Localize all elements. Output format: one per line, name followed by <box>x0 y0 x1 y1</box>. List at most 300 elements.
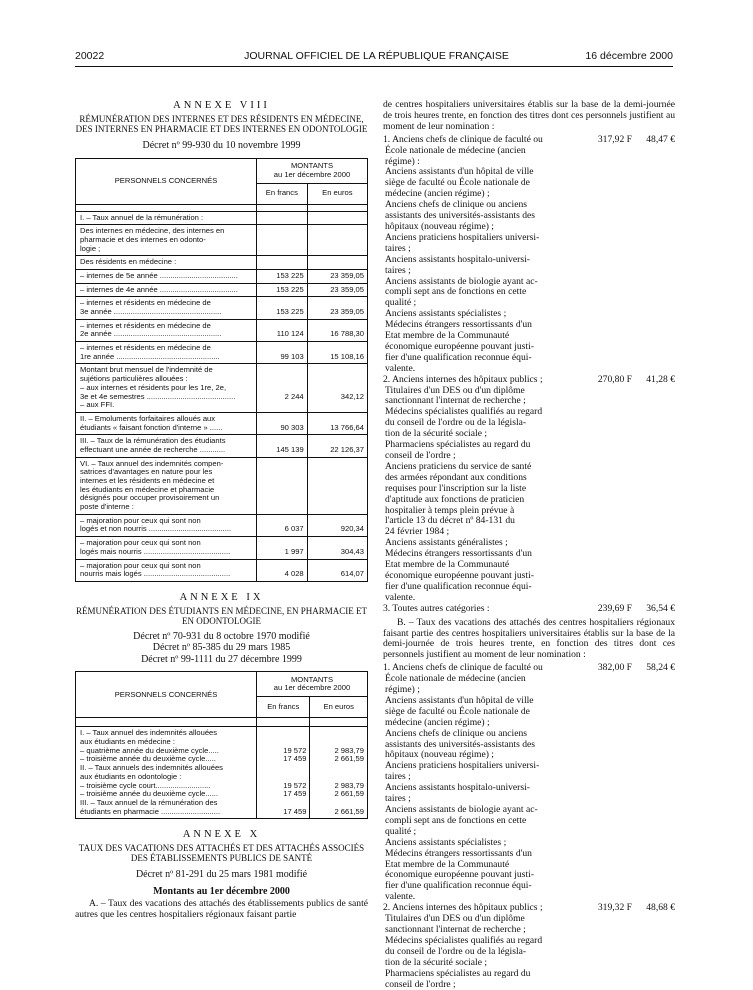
euros-value: 614,07 <box>340 570 364 579</box>
row-label-line: II. – Taux annuels des indemnités allouées <box>80 764 223 773</box>
item-line: Médecins étrangers ressortissants d'un <box>385 319 532 331</box>
francs-spacer <box>259 562 304 571</box>
item-line: Anciens assistants hospitalo-universi- <box>385 253 530 265</box>
item-line: Anciens praticiens du service de santé <box>385 460 532 472</box>
price-euros: 41,28 € <box>646 373 675 385</box>
euros-value <box>310 258 364 267</box>
euros-spacer <box>310 322 364 331</box>
row-label-line: logés et non nourris ....................................... <box>80 525 232 534</box>
annexe-10-para-a: A. – Taux des vacations des attachés des établissements publics de santé autres que les centres hospitaliers régionaux faisant partie <box>75 898 368 921</box>
left-column <box>75 100 368 921</box>
euros-spacer <box>310 384 364 393</box>
euros-spacer <box>310 366 364 375</box>
row-label-line: – internes de 5e année ..................................... <box>80 271 238 280</box>
francs-spacer <box>259 539 304 548</box>
euros-value <box>312 738 364 747</box>
montants-date: au 1er décembre 2000 <box>273 683 351 693</box>
right-para-b: B. – Taux des vacations des attachés des centres hospitaliers régionaux faisant partie des centres hospitaliers universitaires établis sur la base de la demi-journée de trois heures trente, en fonction des titres dont ces personnels justifient au moment de leur nomination : <box>383 616 675 661</box>
item-line: économique européenne pouvant justi- <box>385 569 534 581</box>
francs-value <box>259 764 306 773</box>
value-euros <box>307 514 367 536</box>
annexe-9-table <box>75 671 368 819</box>
table-row <box>76 297 368 319</box>
item-line: économique européenne pouvant justi- <box>385 869 534 881</box>
euros-value <box>310 214 364 223</box>
row-label <box>76 256 257 270</box>
item-line: Anciens assistants spécialistes ; <box>385 308 507 320</box>
item-line: conseil de l'ordre ; <box>385 450 456 461</box>
row-label-line: Des résidents en médecine : <box>80 258 177 267</box>
item-line: assistants des universités-assistants des <box>385 210 536 222</box>
row-label <box>76 727 257 819</box>
table-row <box>76 727 368 819</box>
item-line: Titulaires d'un DES ou d'un diplôme <box>385 913 525 925</box>
francs-value: 145 139 <box>276 445 304 454</box>
list-item <box>383 135 675 375</box>
euros-value: 2 661,59 <box>334 755 364 764</box>
col-personnel-header: PERSONNELS CONCERNÉS <box>76 672 257 718</box>
montants-label: MONTANTS <box>290 161 334 170</box>
euros-value: 920,34 <box>340 525 364 534</box>
row-label <box>76 319 257 341</box>
euros-spacer <box>310 468 364 477</box>
row-label-line: – troisième année du deuxième cycle..... <box>80 755 216 764</box>
value-euros <box>307 342 367 364</box>
francs-spacer <box>259 322 304 331</box>
annexe-10-amounts-heading: Montants au 1er décembre 2000 <box>153 885 290 897</box>
item-line: du conseil de l'ordre ou de la législa- <box>385 417 527 429</box>
table-row <box>76 364 368 412</box>
item-line: Etat membre de la Communauté <box>385 559 510 571</box>
row-label-line: – troisième année du deuxième cycle...... <box>80 790 219 799</box>
euros-spacer <box>310 299 364 308</box>
row-label-line: – internes de 4e année ..................................... <box>80 285 238 294</box>
francs-spacer <box>259 375 304 384</box>
francs-value <box>259 214 304 223</box>
euros-value: 2 661,59 <box>334 807 364 816</box>
item-line: Anciens assistants spécialistes ; <box>385 836 507 848</box>
row-label-line: – internes et résidents en médecine de <box>80 344 211 353</box>
row-label-line: étudiants en pharmacie ............................ <box>80 807 221 816</box>
section-b-list <box>383 663 675 990</box>
value-francs <box>257 319 308 341</box>
euros-spacer <box>310 401 364 410</box>
item-line: médecine (ancien régime) ; <box>385 716 490 728</box>
francs-spacer <box>259 299 304 308</box>
value-francs <box>257 364 308 412</box>
value-euros <box>307 364 367 412</box>
francs-value: 90 303 <box>280 423 304 432</box>
francs-spacer <box>259 468 304 477</box>
item-line: requises pour l'inscription sur la liste <box>385 482 527 494</box>
annexe-9-decree-1: Décret nº 70-931 du 8 octobre 1970 modifié <box>133 630 310 642</box>
table-row <box>76 256 368 270</box>
francs-value <box>259 773 306 782</box>
table-row <box>76 342 368 364</box>
item-line: 1. Anciens chefs de clinique de faculté ou <box>383 662 543 674</box>
value-euros <box>307 256 367 270</box>
col-montants-header <box>257 672 368 697</box>
row-label-line: – majoration pour ceux qui sont non <box>80 561 201 570</box>
price-francs: 382,00 F <box>597 662 632 674</box>
page-number: 20022 <box>75 50 105 62</box>
col-montants-header <box>257 158 368 183</box>
row-label-line: 3e année ................................................... <box>80 308 222 316</box>
euros-spacer <box>310 517 364 526</box>
annexe-9-decree-3: Décret nº 99-1111 du 27 décembre 1999 <box>141 653 302 665</box>
row-label-line: poste d'interne : <box>80 503 134 512</box>
francs-value: 153 225 <box>276 308 304 316</box>
table-row <box>76 283 368 297</box>
row-label <box>76 225 257 256</box>
item-text <box>383 375 571 604</box>
item-line: taires ; <box>385 242 411 254</box>
francs-spacer <box>259 227 304 236</box>
montants-label: MONTANTS <box>290 674 334 684</box>
item-line: hospitalier à temps plein prévue à <box>385 504 515 516</box>
table-row <box>76 514 368 536</box>
item-line: École nationale de médecine (ancien <box>385 144 526 156</box>
euros-spacer <box>310 486 364 495</box>
row-label-line: satrices d'avantages en nature pour les <box>80 468 213 477</box>
item-line: sanctionnant l'internat de recherche ; <box>385 395 526 407</box>
euros-spacer <box>310 344 364 353</box>
francs-value: 17 459 <box>283 755 307 764</box>
item-line: taires ; <box>385 264 411 276</box>
francs-value: 153 225 <box>276 285 304 294</box>
item-line: conseil de l'ordre ; <box>385 978 456 990</box>
row-label <box>76 211 257 225</box>
value-euros <box>307 269 367 283</box>
row-label <box>76 457 257 514</box>
value-euros <box>310 727 368 819</box>
francs-spacer <box>259 460 304 469</box>
francs-value <box>259 258 304 267</box>
item-line: sanctionnant l'internat de recherche ; <box>385 923 526 935</box>
item-line: qualité ; <box>385 825 417 837</box>
row-label <box>76 559 257 581</box>
value-euros <box>307 457 367 514</box>
item-line: d'aptitude aux fonctions de praticien <box>385 493 525 505</box>
value-euros <box>307 537 367 559</box>
item-line: régime) ; <box>385 684 420 696</box>
item-line: siège de faculté ou École nationale de <box>385 177 530 189</box>
item-line: siège de faculté ou École nationale de <box>385 705 530 717</box>
francs-spacer <box>259 415 304 424</box>
euros-value <box>312 729 364 738</box>
item-line: École nationale de médecine (ancien <box>385 673 526 685</box>
francs-spacer <box>259 477 304 486</box>
price-euros: 48,47 € <box>646 133 675 145</box>
value-euros <box>307 412 367 434</box>
francs-value: 4 028 <box>284 570 304 579</box>
euros-spacer <box>310 460 364 469</box>
euros-spacer <box>310 415 364 424</box>
row-label-line: sujétions particulières allouées : <box>80 375 188 384</box>
row-label-line: VI. – Taux annuel des indemnités compen- <box>80 459 224 468</box>
col-francs-header: En francs <box>257 183 308 204</box>
euros-value <box>312 764 364 773</box>
item-line: tion de la sécurité sociale ; <box>385 956 488 968</box>
value-francs <box>257 256 308 270</box>
item-text <box>383 903 571 990</box>
item-line: Anciens praticiens hospitaliers universi- <box>385 760 540 772</box>
item-line: Médecins étrangers ressortissants d'un <box>385 548 532 560</box>
section-a-list <box>383 135 675 615</box>
item-line: Anciens assistants hospitalo-universi- <box>385 782 530 794</box>
row-label-line: désignés pour occuper provisoirement un <box>80 494 220 503</box>
price-francs: 270,80 F <box>597 373 632 385</box>
euros-spacer <box>310 227 364 236</box>
row-label-line: III. – Taux annuel de la rémunération des <box>80 798 218 807</box>
list-item <box>383 903 675 990</box>
francs-spacer <box>259 401 304 410</box>
value-francs <box>257 559 308 581</box>
euros-value: 13 766,64 <box>330 423 364 432</box>
annexe-8-table <box>75 158 368 582</box>
value-francs <box>257 435 308 457</box>
row-label-line: I. – Taux annuel des indemnités allouées <box>80 729 218 738</box>
item-line: hôpitaux (nouveau régime) ; <box>385 749 494 761</box>
item-line: Pharmaciens spécialistes au regard du <box>385 439 531 451</box>
item-line: compli sept ans de fonctions en cette <box>385 286 527 298</box>
table-row <box>76 559 368 581</box>
francs-spacer <box>259 366 304 375</box>
value-euros <box>307 297 367 319</box>
item-line: compli sept ans de fonctions en cette <box>385 814 527 826</box>
item-line: économique européenne pouvant justi- <box>385 340 534 352</box>
euros-value: 15 108,16 <box>330 352 364 361</box>
francs-value <box>259 729 306 738</box>
francs-value: 153 225 <box>276 271 304 280</box>
value-euros <box>307 225 367 256</box>
francs-spacer <box>259 517 304 526</box>
annexe-10-title: ANNEXE X <box>182 829 261 841</box>
item-line: 2. Anciens internes des hôpitaux publics ; <box>383 902 543 914</box>
row-label-line: nourris mais logés ......................................... <box>80 570 231 579</box>
list-item <box>383 663 675 903</box>
row-label-line: pharmacie et des internes en odonto- <box>80 235 206 244</box>
annexe-10-decree: Décret nº 81-291 du 25 mars 1981 modifié <box>135 869 308 881</box>
francs-value <box>259 738 306 747</box>
item-line: valente. <box>385 891 416 903</box>
value-francs <box>257 211 308 225</box>
value-francs <box>257 225 308 256</box>
item-line: Médecins étrangers ressortissants d'un <box>385 847 532 859</box>
row-label-line: étudiants « faisant fonction d'interne » ...... <box>80 423 223 432</box>
journal-title: JOURNAL OFFICIEL DE LA RÉPUBLIQUE FRANÇAISE <box>244 50 509 62</box>
euros-spacer <box>310 494 364 503</box>
header-date: 16 décembre 2000 <box>585 50 673 62</box>
item-line: 2. Anciens internes des hôpitaux publics ; <box>383 373 543 385</box>
row-label-line: – aux internes et résidents pour les 1re, 2e, <box>80 383 227 392</box>
table-row <box>76 211 368 225</box>
annexe-8-decree: Décret nº 99-930 du 10 novembre 1999 <box>142 140 301 151</box>
value-euros <box>307 211 367 225</box>
francs-value <box>259 799 306 808</box>
item-line: Anciens praticiens hospitaliers universi- <box>385 231 540 243</box>
value-euros <box>307 559 367 581</box>
item-line: Médecins spécialistes qualifiés au regard <box>385 406 543 418</box>
value-euros <box>307 319 367 341</box>
row-label <box>76 342 257 364</box>
row-label-line: Montant brut mensuel de l'indemnité de <box>80 366 213 375</box>
francs-value: 6 037 <box>284 525 304 534</box>
item-line: fier d'une qualification reconnue équi- <box>385 580 532 592</box>
euros-value <box>310 503 364 512</box>
item-line: des armées répondant aux conditions <box>385 471 527 483</box>
francs-spacer <box>259 384 304 393</box>
row-label-line: effectuant une année de recherche ............ <box>80 445 226 454</box>
row-label-line: aux étudiants en odontologie : <box>80 772 182 781</box>
price-francs: 319,32 F <box>597 902 632 914</box>
annexe-8-title: ANNEXE VIII <box>173 100 270 111</box>
euros-value: 2 661,59 <box>334 790 364 799</box>
row-label <box>76 412 257 434</box>
euros-value: 2 983,79 <box>334 746 364 755</box>
col-personnel-header: PERSONNELS CONCERNÉS <box>76 158 257 204</box>
header-rule <box>75 66 673 67</box>
table-row <box>76 537 368 559</box>
euros-value: 304,43 <box>340 547 364 556</box>
price-euros: 58,24 € <box>646 662 675 674</box>
euros-value: 16 788,30 <box>330 330 364 339</box>
row-label-line: Des internes en médecine, des internes en <box>80 227 225 236</box>
right-column <box>383 100 675 990</box>
item-line: Anciens assistants de biologie ayant ac- <box>385 275 538 287</box>
price-francs: 239,69 F <box>597 602 632 614</box>
francs-value: 110 124 <box>276 330 304 339</box>
value-francs <box>257 342 308 364</box>
value-francs <box>257 283 308 297</box>
euros-spacer <box>310 437 364 446</box>
row-label <box>76 435 257 457</box>
value-euros <box>307 435 367 457</box>
table-row <box>76 319 368 341</box>
col-euros-header: En euros <box>307 183 367 204</box>
row-label-line: les étudiants en médecine et pharmacie <box>80 485 215 494</box>
row-label-line: logés mais nourris ......................................... <box>80 547 231 556</box>
item-line: du conseil de l'ordre ou de la législa- <box>385 945 527 957</box>
item-line: fier d'une qualification reconnue équi- <box>385 351 532 363</box>
francs-value: 2 244 <box>284 392 304 401</box>
row-label-line: I. – Taux annuel de la rémunération : <box>80 213 204 222</box>
euros-value <box>310 245 364 254</box>
item-line: taires ; <box>385 771 411 783</box>
row-label <box>76 269 257 283</box>
francs-spacer <box>259 344 304 353</box>
value-francs <box>257 537 308 559</box>
euros-value: 22 126,37 <box>330 445 364 454</box>
row-label <box>76 537 257 559</box>
row-label-line: – majoration pour ceux qui sont non <box>80 516 201 525</box>
row-label-line: internes et les résidents en médecine et <box>80 477 215 485</box>
francs-value: 1 997 <box>284 547 304 556</box>
annexe-9-decree-2: Décret nº 85-385 du 29 mars 1985 <box>152 642 291 654</box>
row-label <box>76 364 257 412</box>
item-line: Anciens assistants de biologie ayant ac- <box>385 804 538 815</box>
value-francs <box>257 727 310 819</box>
euros-value: 23 359,05 <box>330 308 364 316</box>
item-line: valente. <box>385 591 416 603</box>
row-label-line: III. – Taux de la rémunération des étudiants <box>80 437 226 446</box>
value-euros <box>307 283 367 297</box>
item-line: régime) : <box>385 155 420 167</box>
item-line: médecine (ancien régime) ; <box>385 188 490 200</box>
list-item <box>383 375 675 604</box>
euros-spacer <box>310 236 364 245</box>
row-label-line: 3e et 4e semestres .......................................... <box>80 392 236 401</box>
francs-spacer <box>259 437 304 446</box>
table-row <box>76 435 368 457</box>
row-label-line: – internes et résidents en médecine de <box>80 321 211 330</box>
francs-value <box>259 245 304 254</box>
row-label-line: 2e année ................................................... <box>80 330 222 339</box>
table-row <box>76 225 368 256</box>
row-label-line: – majoration pour ceux qui sont non <box>80 539 201 548</box>
item-line: 1. Anciens chefs de clinique de faculté ou <box>383 133 543 145</box>
row-label <box>76 297 257 319</box>
row-label-line: 1re année ................................................. <box>80 352 220 361</box>
euros-value: 23 359,05 <box>330 285 364 294</box>
value-francs <box>257 514 308 536</box>
francs-value: 17 459 <box>283 807 307 816</box>
item-text <box>383 604 571 615</box>
table-row <box>76 412 368 434</box>
row-label-line: II. – Emoluments forfaitaires alloués aux <box>80 414 216 423</box>
row-label-line: – quatrième année du deuxième cycle..... <box>80 746 219 755</box>
value-francs <box>257 297 308 319</box>
item-line: Pharmaciens spécialistes au regard du <box>385 967 531 979</box>
francs-value: 99 103 <box>280 352 304 361</box>
table-row <box>76 269 368 283</box>
price-euros: 48,68 € <box>646 902 675 914</box>
item-line: 24 février 1984 ; <box>385 526 450 538</box>
item-line: assistants des universités-assistants des <box>385 738 536 750</box>
francs-spacer <box>259 494 304 503</box>
item-line: hôpitaux (nouveau régime) ; <box>385 220 494 232</box>
annexe-9-title: ANNEXE IX <box>179 591 264 603</box>
item-line: fier d'une qualification reconnue équi- <box>385 880 532 892</box>
euros-value <box>312 799 364 808</box>
row-label-line: aux étudiants en médecine : <box>80 738 175 747</box>
montants-date: au 1er décembre 2000 <box>273 169 351 179</box>
francs-spacer <box>259 486 304 495</box>
item-line: Anciens assistants d'un hôpital de ville <box>385 166 534 178</box>
euros-spacer <box>310 477 364 486</box>
row-label-line: logie ; <box>80 244 101 253</box>
value-francs <box>257 412 308 434</box>
item-line: tion de la sécurité sociale ; <box>385 428 488 440</box>
euros-value: 2 983,79 <box>334 781 364 790</box>
francs-value: 19 572 <box>283 781 307 790</box>
item-line: taires ; <box>385 793 411 805</box>
francs-spacer <box>259 236 304 245</box>
item-text <box>383 135 571 375</box>
francs-value: 19 572 <box>283 746 307 755</box>
list-item <box>383 604 675 615</box>
value-francs <box>257 269 308 283</box>
annexe-8-subtitle: RÉMUNÉRATION DES INTERNES ET DES RÉSIDENTS EN MÉDECINE, DES INTERNES EN PHARMACIE ET DES INTERNES EN ODONTOLOGIE <box>75 114 368 134</box>
row-label <box>76 283 257 297</box>
row-label-line: – aux FFI. <box>80 401 115 410</box>
euros-spacer <box>310 539 364 548</box>
item-line: 3. Toutes autres catégories : <box>383 602 490 614</box>
col-francs-header: En francs <box>257 697 310 718</box>
euros-value: 23 359,05 <box>330 271 364 280</box>
row-label <box>76 514 257 536</box>
price-francs: 317,92 F <box>597 133 632 145</box>
